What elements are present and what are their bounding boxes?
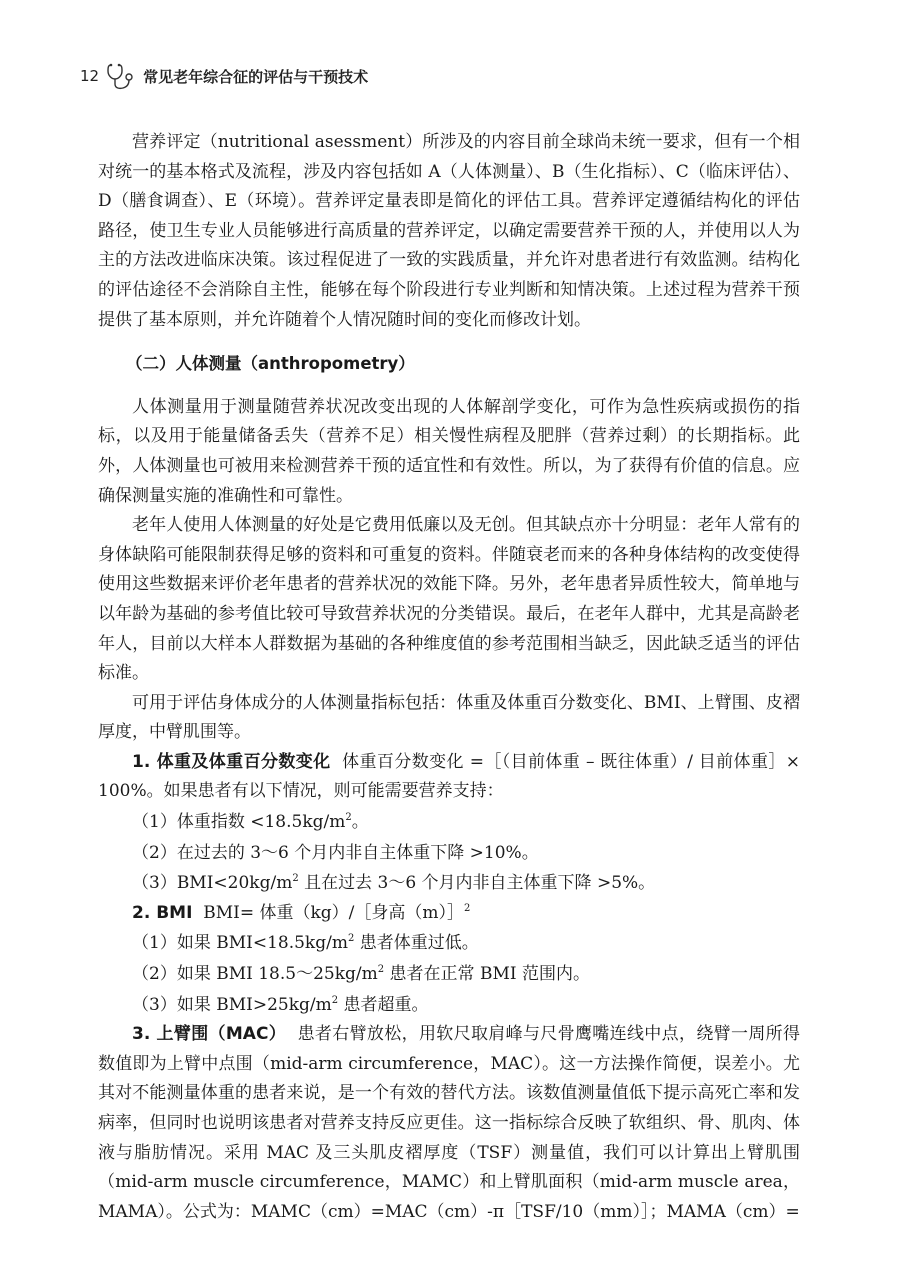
page-header [80, 62, 368, 90]
book-title: 常见老年综合征的评估与干预技术 [143, 67, 369, 86]
item-weight-change [98, 748, 800, 807]
item-mac-heading: 3. 上臂围（MAC） [132, 1024, 287, 1045]
list-item: （2）如果 BMI $18.5\sim 25kg/m^2$ 患者在正常 BMI 范围内。 [132, 964, 590, 985]
page-body [98, 128, 800, 1227]
item-bmi: 2. BMI BMI= 体重（kg）/［身高（m）］$^2$ [132, 902, 471, 923]
list-item: （3）如果 $BMI>25kg/m^2$ 患者超重。 [132, 994, 429, 1015]
paragraph-elderly-pros-cons: 老年人使用人体测量的好处是它费用低廉以及无创。但其缺点亦十分明显：老年人常有的身体缺陷可能限制获得足够的资料和可重复的资料。伴随衰老而来的各种身体结构的改变使得使用这些数据来评价老年患者的营养状况的效能下降。另外，老年患者异质性较大，简单地与以年龄为基础的参考值比较可导致营养状况的分类错误。最后，在老年人群中，尤其是高龄老年人，目前以大样本人群数据为基础的各种维度值的参考范围相当缺乏，因此缺乏适当的评估标准。 [98, 515, 800, 684]
paragraph-nutritional-assessment: 营养评定（nutritional asessment）所涉及的内容目前全球尚未统一要求，但有一个相对统一的基本格式及流程，涉及内容包括如 A（人体测量）、B（生化指标）、C（临床评估）、D（膳食调查）、E（环境）。营养评定量表即是简化的评估工具。营养评定遵循结构化的评估路径，使卫生专业人员能够进行高质量的营养评定，以确定需要营养干预的人，并使用以人为主的方法改进临床决策。该过程促进了一致的实践质量，并允许对患者进行有效监测。结构化的评估途径不会消除自主性，能够在每个阶段进行专业判断和知情决策。上述过程为营养干预提供了基本原则，并允许随着个人情况随时间的变化而修改计划。 [98, 132, 800, 330]
item-mac-text: 患者右臂放松，用软尺取肩峰与尺骨鹰嘴连线中点，绕臂一周所得数值即为上臂中点围（mid-arm circumference，MAC）。这一方法操作简便，误差小。尤其对不能测量体重的患者来说，是一个有效的替代方法。该数值测量值低下提示高死亡率和发病率，但同时也说明该患者对营养支持反应更佳。这一指标综合反映了软组织、骨、肌肉、体液与脂肪情况。采用 MAC 及三头肌皮褶厚度（TSF）测量值，我们可以计算出上臂肌围（mid-arm muscle circumference，MAMC）和上臂肌面积（mid-arm muscle area，MAMA）。公式为：MAMC（cm）=MAC（cm）-π［TSF/10（mm）］；MAMA（cm）= [98, 1024, 800, 1222]
list-item: $(3)BMI<20kg/m^2$ 且在过去 3～6 个月内非自主体重下降 >5%。 [132, 873, 656, 894]
list-item: （1）如果 $BMI<18.5kg/m^2$ 患者体重过低。 [132, 933, 479, 954]
list-item: （2）在过去的 3～6 个月内非自主体重下降 >10%。 [132, 842, 539, 863]
page-number: 12 [80, 67, 100, 85]
item-weight-change-heading: 1. 体重及体重百分数变化 [132, 751, 331, 772]
item-bmi-heading: 2. BMI [132, 902, 193, 923]
item-mac [98, 1020, 800, 1227]
section-heading-anthropometry: （二）人体测量（anthropometry） [126, 354, 415, 374]
paragraph-anthropometry-intro: 人体测量用于测量随营养状况改变出现的人体解剖学变化，可作为急性疾病或损伤的指标，以及用于能量储备丢失（营养不足）相关慢性病程及肥胖（营养过剩）的长期指标。此外，人体测量也可被用来检测营养干预的适宜性和有效性。所以，为了获得有价值的信息。应确保测量实施的准确性和可靠性。 [98, 396, 800, 506]
paragraph-indicators: 可用于评估身体成分的人体测量指标包括：体重及体重百分数变化、BMI、上臂围、皮褶厚度，中臂肌围等。 [98, 692, 800, 743]
list-item: （1）体重指数 $<18.5kg/m^2$。 [132, 812, 369, 833]
stethoscope-icon [105, 62, 135, 90]
item-weight-change-text: 体重百分数变化 =［（目前体重 – 既往体重）/ 目前体重］× 100%。如果患者有以下情况，则可能需要营养支持： [98, 751, 800, 802]
